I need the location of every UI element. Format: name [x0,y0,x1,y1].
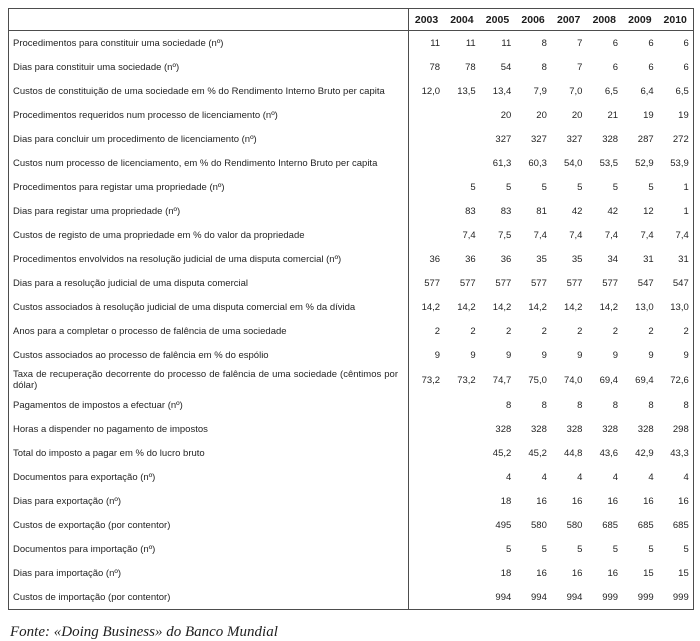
indicator-label: Dias para registar uma propriedade (nº) [9,199,409,223]
year-column-header: 2008 [586,9,622,31]
indicator-value: 328 [602,133,619,145]
indicator-label: Dias para constituir uma sociedade (nº) [9,55,409,79]
indicator-value: 54,0 [563,157,583,169]
indicator-value: 73,2 [457,374,476,386]
indicator-value: 5 [648,543,654,555]
indicator-label: Documentos para exportação (nº) [9,465,409,489]
indicator-value: 16 [607,567,619,579]
year-column-header: 2006 [515,9,551,31]
indicator-label: Dias para concluir um procedimento de licenciamento (nº) [9,127,409,151]
table-header [9,9,694,31]
indicator-value: 31 [643,253,654,265]
doing-business-indicators-table [8,8,694,610]
indicator-value: 495 [495,519,512,531]
indicator-value: 78 [429,61,441,73]
indicator-value: 7,4 [604,229,619,241]
indicator-value: 44,8 [563,447,583,459]
indicator-value: 18 [500,567,512,579]
indicator-value: 14,2 [599,301,619,313]
indicator-value: 6 [612,61,619,73]
indicator-value: 18 [500,495,512,507]
indicator-value: 685 [602,519,619,531]
indicator-value: 5 [612,181,619,193]
table-row [9,103,694,127]
indicator-value: 9 [434,349,441,361]
indicator-value: 8 [541,399,547,411]
indicator-value: 4 [541,471,547,483]
indicator-value: 54 [500,61,512,73]
table-row [9,343,694,367]
indicator-label: Taxa de recuperação decorrente do processo de falência de uma sociedade (cêntimos por dólar) [9,367,409,393]
indicator-value: 6 [612,37,619,49]
indicator-value: 43,3 [670,447,689,459]
indicator-value: 2 [648,325,654,337]
indicator-label: Procedimentos para constituir uma sociedade (nº) [9,31,409,56]
indicator-value: 69,4 [635,374,654,386]
table-row [9,223,694,247]
indicator-value [444,585,480,610]
indicator-value [409,417,445,441]
indicator-value: 9 [683,349,689,361]
indicator-value: 16 [536,567,547,579]
table-row [9,175,694,199]
indicator-value: 327 [566,133,583,145]
indicator-value: 9 [505,349,512,361]
indicator-value [409,585,445,610]
indicator-value: 35 [571,253,583,265]
indicator-value: 7,9 [533,85,547,97]
table-row [9,489,694,513]
indicator-label: Custos associados ao processo de falência em % do espólio [9,343,409,367]
indicator-value: 4 [505,471,512,483]
indicator-value: 577 [424,277,441,289]
table-row [9,79,694,103]
table-row [9,417,694,441]
indicator-label: Custos de registo de uma propriedade em % do valor da propriedade [9,223,409,247]
indicator-value: 1 [683,181,689,193]
table-header-row [9,9,694,31]
indicator-value: 7,4 [569,229,583,241]
indicator-value: 13,4 [492,85,512,97]
indicator-value: 36 [429,253,441,265]
indicator-value: 5 [541,181,547,193]
table-row [9,393,694,417]
indicator-value: 547 [637,277,654,289]
table-row [9,127,694,151]
indicator-value: 16 [536,495,547,507]
indicator-value: 2 [683,325,689,337]
indicator-label: Anos para a completar o processo de falência de uma sociedade [9,319,409,343]
indicator-value: 74,7 [492,374,512,386]
indicator-value: 7,5 [498,229,512,241]
indicator-value: 42 [607,205,619,217]
indicator-value: 13,0 [635,301,654,313]
table-row [9,537,694,561]
indicator-value: 81 [536,205,547,217]
indicator-value: 52,9 [635,157,654,169]
indicator-value: 14,2 [492,301,512,313]
indicator-label: Custos num processo de licenciamento, em % do Rendimento Interno Bruto per capita [9,151,409,175]
indicator-value: 6 [648,37,654,49]
table-row [9,295,694,319]
year-column-header: 2010 [658,9,694,31]
indicator-value: 53,9 [670,157,689,169]
indicator-value: 580 [531,519,547,531]
indicator-value: 6 [683,37,689,49]
indicator-value: 16 [607,495,619,507]
indicator-value: 7,4 [533,229,547,241]
indicator-value: 45,2 [528,447,547,459]
indicator-value: 5 [612,543,619,555]
indicator-value: 14,2 [528,301,547,313]
indicator-value [444,393,480,417]
table-row [9,31,694,56]
table-row [9,151,694,175]
indicator-value: 9 [541,349,547,361]
indicator-value: 8 [541,61,547,73]
table-row [9,247,694,271]
indicator-value: 5 [470,181,476,193]
indicator-value: 8 [683,399,689,411]
indicator-label: Horas a dispender no pagamento de impostos [9,417,409,441]
indicator-value: 999 [602,591,619,603]
indicator-value: 19 [678,109,689,121]
indicator-value [444,441,480,465]
indicator-value: 9 [470,349,476,361]
indicator-value: 7 [577,37,583,49]
indicator-value: 2 [577,325,583,337]
indicator-value: 5 [577,543,583,555]
indicator-value: 4 [612,471,619,483]
indicator-value: 20 [500,109,512,121]
indicator-value [444,489,480,513]
table-row [9,513,694,537]
indicator-value: 16 [678,495,689,507]
indicator-value [444,513,480,537]
indicator-value: 16 [643,495,654,507]
indicator-value: 73,2 [421,374,441,386]
indicator-value: 72,6 [670,374,689,386]
indicator-label: Procedimentos envolvidos na resolução judicial de uma disputa comercial (nº) [9,247,409,271]
indicator-value: 60,3 [528,157,547,169]
indicator-value: 42 [571,205,583,217]
indicator-value: 577 [602,277,619,289]
indicator-value: 685 [637,519,654,531]
indicator-value: 6 [648,61,654,73]
indicator-value [409,103,445,127]
indicator-value: 42,9 [635,447,654,459]
table-row [9,585,694,610]
indicator-value: 577 [531,277,547,289]
indicator-value: 287 [637,133,654,145]
indicator-value: 580 [566,519,583,531]
indicator-value: 5 [541,543,547,555]
indicator-value [444,103,480,127]
indicator-value [444,127,480,151]
indicator-value: 2 [434,325,441,337]
indicator-value: 43,6 [599,447,619,459]
indicator-value: 5 [505,181,512,193]
indicator-value: 994 [566,591,583,603]
table-body [9,31,694,610]
indicator-value: 15 [643,567,654,579]
year-column-header: 2007 [551,9,587,31]
indicator-value: 6,4 [640,85,654,97]
indicator-value: 19 [643,109,654,121]
indicator-value [444,151,480,175]
table-row [9,55,694,79]
indicator-value: 16 [571,567,583,579]
indicator-value: 685 [672,519,689,531]
indicator-value: 11 [501,37,512,49]
indicator-value: 7,4 [462,229,476,241]
indicator-value: 45,2 [492,447,512,459]
indicator-value: 1 [683,205,689,217]
indicator-value: 7,0 [569,85,583,97]
indicator-label: Custos associados à resolução judicial de uma disputa comercial em % da dívida [9,295,409,319]
indicator-value [444,417,480,441]
indicator-value: 4 [648,471,654,483]
indicator-value: 7,4 [675,229,689,241]
indicator-label: Procedimentos para registar uma propriedade (nº) [9,175,409,199]
indicator-column-header [9,9,409,31]
indicator-value: 74,0 [563,374,583,386]
indicator-value: 2 [505,325,512,337]
table-row [9,271,694,295]
indicator-value: 20 [536,109,547,121]
indicator-label: Custos de constituição de uma sociedade em % do Rendimento Interno Bruto per capita [9,79,409,103]
year-column-header: 2004 [444,9,480,31]
indicator-value: 78 [465,61,476,73]
indicator-value: 4 [577,471,583,483]
indicator-value [409,223,445,247]
indicator-value: 2 [470,325,476,337]
year-column-header: 2009 [622,9,658,31]
indicator-value: 5 [577,181,583,193]
table-row [9,465,694,489]
indicator-value: 15 [678,567,689,579]
table-row [9,561,694,585]
indicator-value: 994 [495,591,512,603]
table-row [9,367,694,393]
indicator-value: 5 [505,543,512,555]
indicator-label: Procedimentos requeridos num processo de licenciamento (nº) [9,103,409,127]
indicator-label: Pagamentos de impostos a efectuar (nº) [9,393,409,417]
indicator-value: 14,2 [457,301,476,313]
indicator-value: 16 [571,495,583,507]
indicator-value [409,537,445,561]
table-row [9,319,694,343]
indicator-value: 328 [566,423,583,435]
indicator-value: 53,5 [599,157,619,169]
indicator-value [409,465,445,489]
indicator-value [409,175,445,199]
indicator-value [444,561,480,585]
indicator-value: 34 [607,253,619,265]
indicator-value: 577 [566,277,583,289]
indicator-label: Custos de importação (por contentor) [9,585,409,610]
indicator-value: 8 [541,37,547,49]
indicator-value: 11 [465,37,476,49]
indicator-value [409,441,445,465]
year-column-header: 2005 [480,9,516,31]
indicator-value [409,127,445,151]
indicator-value: 5 [648,181,654,193]
indicator-value: 14,2 [421,301,441,313]
indicator-value: 13,0 [670,301,689,313]
table-row [9,441,694,465]
indicator-value: 577 [459,277,476,289]
indicator-value: 7 [577,61,583,73]
indicator-value: 6,5 [604,85,619,97]
indicator-value: 61,3 [492,157,512,169]
indicator-value: 35 [536,253,547,265]
source-note: Fonte: «Doing Business» do Banco Mundial [10,624,278,640]
indicator-value [409,561,445,585]
indicator-value: 9 [648,349,654,361]
indicator-label: Dias para importação (nº) [9,561,409,585]
indicator-value: 21 [607,109,619,121]
indicator-value: 13,5 [457,85,476,97]
indicator-value: 36 [500,253,512,265]
indicator-value: 6,5 [675,85,689,97]
indicator-value: 75,0 [528,374,547,386]
indicator-value: 12 [643,205,654,217]
indicator-label: Total do imposto a pagar em % do lucro bruto [9,441,409,465]
indicator-value: 83 [500,205,512,217]
indicator-value: 8 [612,399,619,411]
indicator-value: 577 [495,277,512,289]
indicator-value: 328 [637,423,654,435]
indicator-value: 36 [465,253,476,265]
year-column-header: 2003 [409,9,445,31]
indicator-value: 327 [531,133,547,145]
indicator-value [409,489,445,513]
indicator-value: 6 [683,61,689,73]
indicator-value: 328 [531,423,547,435]
indicator-value: 2 [612,325,619,337]
indicator-value: 7,4 [640,229,654,241]
indicator-label: Custos de exportação (por contentor) [9,513,409,537]
indicator-label: Dias para a resolução judicial de uma disputa comercial [9,271,409,295]
indicator-value: 999 [672,591,689,603]
indicator-value: 994 [531,591,547,603]
indicator-value: 5 [683,543,689,555]
indicator-value: 8 [648,399,654,411]
indicator-value: 547 [672,277,689,289]
indicator-value [409,393,445,417]
indicator-value: 12,0 [421,85,441,97]
indicator-value [409,199,445,223]
indicator-value: 69,4 [599,374,619,386]
indicator-value [409,513,445,537]
indicator-value: 328 [495,423,512,435]
indicator-value: 999 [637,591,654,603]
indicator-value [444,537,480,561]
indicator-value: 272 [672,133,689,145]
indicator-value: 8 [577,399,583,411]
indicator-value: 9 [577,349,583,361]
table-row [9,199,694,223]
indicator-value: 327 [495,133,512,145]
indicator-value: 298 [672,423,689,435]
indicator-value: 14,2 [563,301,583,313]
indicator-value: 83 [465,205,476,217]
indicator-value: 2 [541,325,547,337]
indicator-value: 11 [430,37,441,49]
indicator-value: 9 [612,349,619,361]
indicator-value: 20 [571,109,583,121]
indicator-label: Dias para exportação (nº) [9,489,409,513]
indicator-value: 4 [683,471,689,483]
indicator-value [409,151,445,175]
indicator-value: 31 [678,253,689,265]
indicator-label: Documentos para importação (nº) [9,537,409,561]
indicator-value: 328 [602,423,619,435]
indicator-value [444,465,480,489]
indicator-value: 8 [505,399,512,411]
